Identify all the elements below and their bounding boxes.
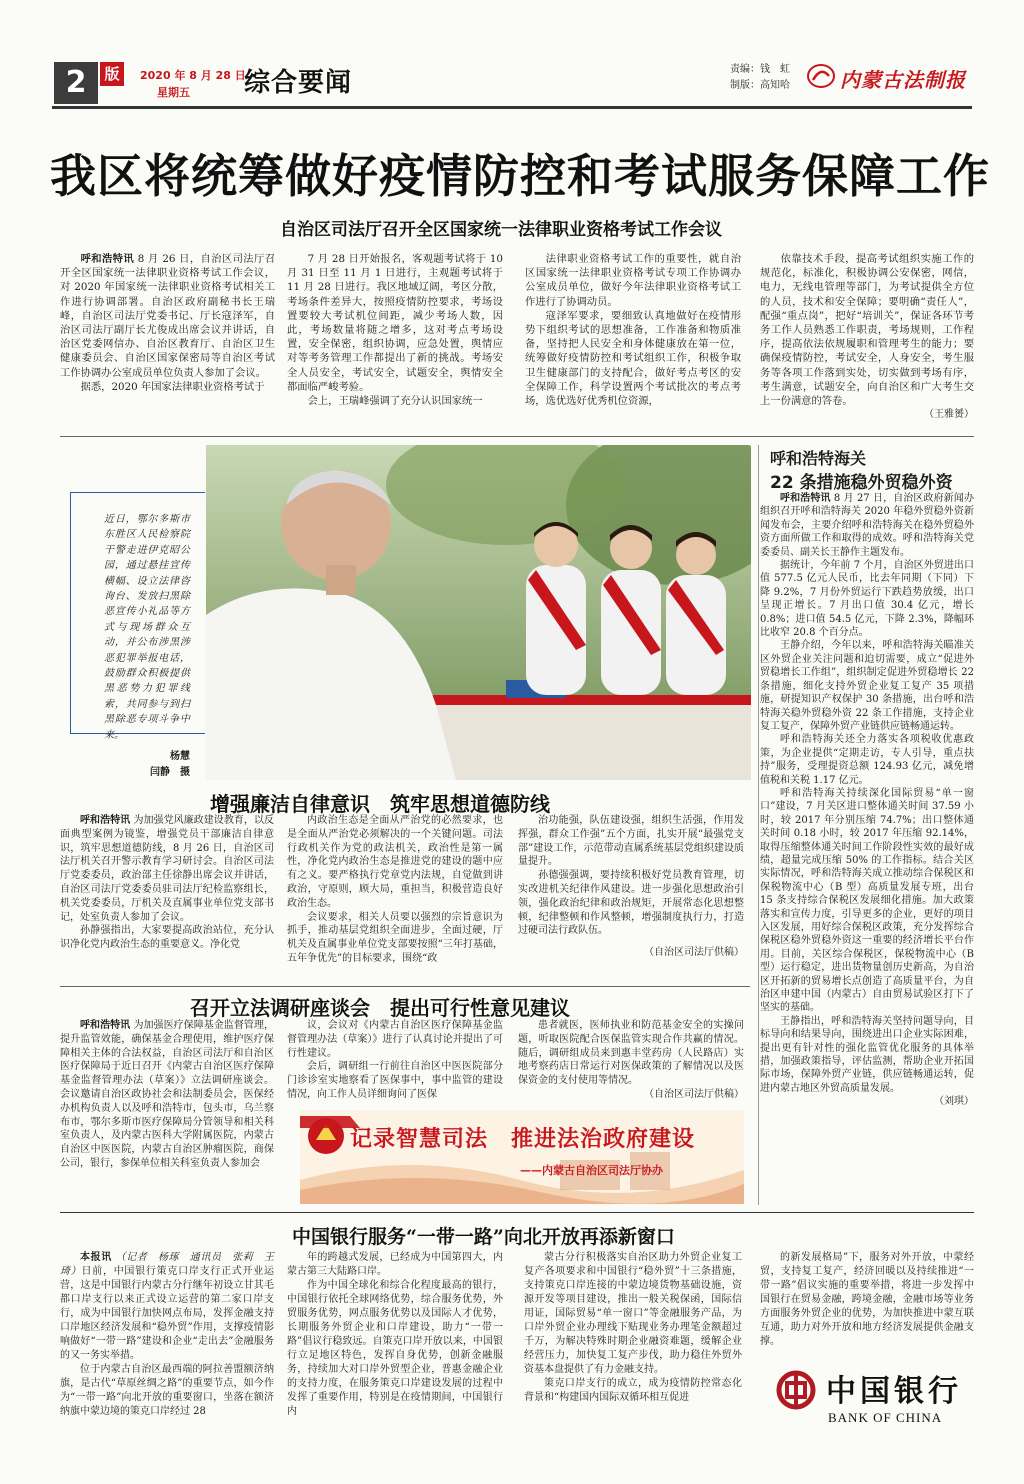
lead-bottom-rule: [60, 436, 974, 437]
section-name: 综合要闻: [244, 68, 353, 98]
legislation-col2b-text: 会后，调研组一行前往自治区中医医院部分门诊诊室实地察看了医保事中，事中监管的建设情况，向工作人员详细询问了医保: [287, 1061, 503, 1100]
customs-p6: 王静指出，呼和浩特海关坚持问题导向，目标导向和结果导向，围绕进出口企业实际困难，提出更有针对性的强化监管优化服务的具体举措，加强政策指导，评估监测，帮助企业开拓国际市场，保障外贸产业链，供应链畅通运转，促进内蒙古地区外贸高质量发展。: [760, 1015, 974, 1094]
boc-col-4: [760, 1251, 974, 1349]
customs-p2: 据统计，今年前 7 个月，自治区外贸进出口值 577.5 亿元人民币，比去年同期（下同）下降 9.2%，7 月份外贸运行下跌趋势放缓，出口呈现正增长。7 月出口值 30.4 亿元，增长 0.8%；进口值 54.5 亿元，下降 2.3%，降幅环比收窄 20.8 个百分点。: [760, 560, 974, 639]
legislation-title: 召开立法调研座谈会 提出可行性意见建议: [190, 996, 570, 1020]
legislation-dateline: 呼和浩特讯: [80, 1020, 131, 1031]
newspaper-name: 内蒙古法制报: [840, 68, 966, 92]
bank-of-china-cn: 中国银行: [826, 1374, 962, 1409]
integrity-col1b-text: 孙静强指出，大家要提高政治站位，充分认识净化党内政治生态的重要意义。净化党: [60, 925, 274, 951]
integrity-col2b-text: 会议要求，相关人员要以强烈的宗旨意识为抓手，推动基层党组织全面进步，全面过硬，厅机关及直属事业单位党支部要按照“三年打基础，五年争优先”的目标要求，围绕“政: [287, 911, 503, 964]
issue-date: 2020 年 8 月 28 日: [140, 69, 246, 82]
banner-subtitle: ——内蒙古自治区司法厅协办: [520, 1164, 663, 1177]
producer-credit: 制版：高知哈: [730, 80, 790, 91]
boc-col3b-text: 策克口岸支行的成立，成为疫情防控常态化背景和“构建国内国际双循环相互促进: [524, 1378, 742, 1403]
lead-col-4: [760, 252, 974, 422]
integrity-col3-text: 治功能强，队伍建设强，组织生活强，作用发挥强，群众工作强”五个方面，扎实开展“最强党支部”建设工作，示范带动直属系统基层党组织建设质量提升。: [518, 815, 744, 868]
customs-p3: 王静介绍，今年以来，呼和浩特海关瞄准关区外贸企业关注问题和迫切需要，成立“促进外贸稳增长工作组”，组织制定促进外贸稳增长 22 条措施，细化支持外贸企业复工复产 35 项措施，研提知识产权保护 30 条措施，出台呼和浩特海关稳外贸稳外资 22 条工作措施，支持企业复工复产，保障外贸产业链供应链畅通运转。: [760, 640, 974, 732]
boc-col2b-text: 作为中国全球化和综合化程度最高的银行，中国银行依托全球网络优势，综合服务优势，外贸服务优势，网点服务优势以及国际人才优势，长期服务外贸企业和口岸建设，助力“一带一路”倡议行稳致远。自策克口岸开放以来，中国银行立足地区特色，发挥自身优势，创新金融服务，持续加大对口岸外贸型企业，普惠金融企业的支持力度，在服务策克口岸建设发展的过程中发挥了重要作用，特别是在疫情期间，中国银行内: [287, 1280, 503, 1417]
news-photo: [206, 445, 751, 780]
boc-title: 中国银行服务“一带一路”向北开放再添新窗口: [292, 1226, 675, 1248]
boc-col1-text: 日前，中国银行策克口岸支行正式开业运营，这是中国银行内蒙古分行继年初设立甘其毛都口岸支行以来正式设立运营的第二家口岸支行，成为中国银行加快网点布局，发挥金融支持口岸地区经济发展和“稳外贸”作用，支撑疫情影响做好“一带一路”建设和企业“走出去”金融服务的又一务实举措。: [60, 1266, 275, 1361]
lead-col2-body2: 会上，王瑞峰强调了充分认识国家统一: [307, 395, 483, 408]
customs-p5: 呼和浩特海关持续深化国际贸易“单一窗口”建设，7 月关区进口整体通关时间 37.59 小时，较 2017 年分别压缩 74.7%；出口整体通关时间 0.18 小时，较 2017 年压缩 92.14%，取得压缩整体通关时间工作阶段性实效的最好成绩，超量完成压缩 50% 的工作指标。结合关区实际情况，呼和浩特海关成立推动综合保税区和保税物流中心（B 型）高质量发展专班，出台 15 条支持综合保税区发展细化措施。加大政策落实和宣传力度，引导更多的企业，更好的项目入区发展，用好综合保税区政策，充分发挥综合保税区稳外贸稳外资这一重要的经济增长平台作用。目前，关区综合保税区，保税物流中心（B 型）运行稳定，进出货物量创历史新高，为自治区开拓新的贸易增长点创造了高质量平台，为自治区申建中国（内蒙古）自由贸易试验区打下了坚实的基础。: [760, 787, 974, 1014]
boc-col4-text: 的新发展格局”下，服务对外开放，中蒙经贸，支持复工复产，经济回暖以及持续推进“一带一路”倡议实施的重要举措，将进一步发挥中国银行在贸易金融，跨境金融，金融市场等业务方面服务外贸企业的优势，为加快推进中蒙互联互通，助力对外开放和地方经济发展提供金融支撑。: [760, 1252, 974, 1347]
integrity-col3b-text: 孙德强强调，要持续积极好党员教育管理，切实改进机关纪律作风建设。进一步强化思想政治引领，强化政治纪律和政治规矩，开展常态化思想整顿，纪律整顿和作风整顿，增强制度执行力，打造过硬司法行政队伍。: [518, 870, 744, 937]
page-label-ban: 版: [100, 62, 124, 86]
page-number: 2: [54, 62, 98, 104]
lead-col1-body1: 8 月 26 日，自治区司法厅召开全区国家统一法律职业资格考试工作会议，对 2020 年国家统一法律职业资格考试相关工作进行协调部署。自治区政府副秘书长王瑞峰，自治区司法厅党委书记、厅长寇泽军，自治区司法厅副厅长尤俊成出席会议并讲话，自治区党委网信办、自治区教育厅、自治区卫生健康委员会、自治区国家保密局等自治区考试工作协调办公室成员单位负责人参加了会议。: [60, 253, 275, 379]
lead-col3-body2: 寇泽军要求，要细致认真地做好在疫情形势下组织考试的思想准备，工作准备和物质准备，坚持把人民安全和身体健康放在第一位，统筹做好疫情防控和考试组织工作，积极争取卫生健康部门的支持配合，做好考点考区的安全保障工作，科学设置两个考试批次的考点考场，选优选好优秀机位资源，: [525, 309, 741, 408]
customs-p1: 8 月 27 日，自治区政府新闻办组织召开呼和浩特海关 2020 年稳外贸稳外资新闻发布会，主要介绍呼和浩特海关在稳外贸稳外资方面所做工作和取得的成效。呼和浩特海关党委委员、副关长王静作主题发布。: [760, 493, 974, 558]
lead-col2-body1: 7 月 28 日开始报名，客观题考试将于 10 月 31 日至 11 月 1 日进行，主观题考试将于 11 月 28 日进行。我区地域辽阔，考区分散，考场条件差异大，按照疫情防控要求，考场设置要较大考试机位间距，减少考场人数，因此，考场数量将随之增多，这对考点考场设置，安全保密，组织协调，应急处置，舆情应对等考务管理工作都提出了新的挑战。考场安全人员安全，考试安全，试题安全，舆情安全都面临严峻考验。: [287, 253, 503, 393]
photo-credit-2: 闫静 摄: [150, 766, 190, 778]
boc-col3-text: 蒙古分行积极落实自治区助力外贸企业复工复产各项要求和中国银行“稳外贸”十三条措施，支持策克口岸连接的中蒙边境货物基础设施，资源开发等项目建设，推出一般关税保函，国际信用证，国际贸易“单一窗口”等金融服务产品，为口岸外贸企业办理线下贴现业务办理笔金额超过千万，为解决特殊时期企业融资难题，缓解企业经营压力，加快复工复产步伐，助力稳住外贸外资基本盘提供了有力金融支持。: [524, 1252, 742, 1375]
lead-col1-body2: 据悉，2020 年国家法律职业资格考试于: [80, 380, 265, 393]
customs-signature: （刘琪）: [934, 1096, 974, 1108]
lead-col-1: [60, 252, 275, 394]
integrity-col-2: [287, 814, 503, 966]
legislation-col-2: [287, 1019, 503, 1102]
legislation-col-3: [518, 1019, 744, 1102]
lead-col-3: [525, 252, 741, 408]
integrity-title: 增强廉洁自律意识 筑牢思想道德防线: [210, 792, 550, 816]
customs-body: [760, 492, 974, 1109]
bank-of-china-logo-icon: [776, 1370, 816, 1410]
right-column-divider: [758, 445, 759, 1205]
boc-col-2: [287, 1251, 503, 1419]
boc-col-3: [524, 1251, 742, 1405]
integrity-col-3: [518, 814, 744, 960]
editor-credit: 责编：钱 虹: [730, 64, 790, 75]
photo-credit-1: 杨慧: [170, 751, 190, 763]
legislation-col2-text: 议，会议对《内蒙古自治区医疗保障基金监督管理办法（草案）》进行了认真讨论并提出了可行性建议。: [287, 1020, 503, 1059]
banner-title: 记录智慧司法 推进法治政府建设: [350, 1127, 696, 1152]
integrity-col2-text: 内政治生态是全面从严治党的必然要求，也是全面从严治党必须解决的一个关键问题。司法行政机关作为党的政法机关，政治性是第一属性，净化党内政治生态是推进党的建设的题中应有之义。要严格执行党章党内法规，自觉做到讲政治，守原则，顾大局，重担当，积极营造良好政治生态。: [287, 815, 503, 909]
customs-title-2: 22 条措施稳外贸稳外资: [770, 473, 953, 493]
legislation-col-1: [60, 1019, 274, 1171]
lead-signature: （王雅赟）: [924, 409, 974, 421]
customs-title-1: 呼和浩特海关: [770, 449, 867, 468]
lead-headline: 我区将统筹做好疫情防控和考试服务保障工作: [50, 149, 990, 203]
lead-subheadline: 自治区司法厅召开全区国家统一法律职业资格考试工作会议: [280, 220, 722, 240]
lead-col-2: [287, 252, 503, 408]
staff-credits: [730, 62, 790, 94]
customs-p4: 呼和浩特海关还全力落实各项税收优惠政策，为企业提供“定期走访，专人引导，重点扶持”服务，受理提资总额 124.93 亿元，减免增值税和关税 1.17 亿元。: [760, 734, 974, 786]
masthead-rule: [52, 106, 972, 109]
lead-dateline: 呼和浩特讯: [80, 253, 135, 265]
boc-col1b-text: 位于内蒙古自治区最西端的阿拉善盟额济纳旗，是古代“草原丝绸之路”的重要节点，如今作为“一带一路”向北开放的重要窗口，坐落在额济纳旗中蒙边境的策克口岸经过 28: [60, 1364, 274, 1417]
lead-col4-body1: 依靠技术手段，提高考试组织实施工作的规范化，标准化，积极协调公安保密，网信，电力，无线电管理等部门，为考试提供全方位的人员，技术和安全保障；要明确“责任人”，配强“重点岗”，把好“培训关”，保证各环节考务工作人员熟悉工作职责，考场规则，工作程序，提高依法依规履职和管理考生的能力；要确保疫情防控，考试安全，人身安全，考生服务等各项工作落到实处，切实做到考场有序，考生满意，试题安全，向自治区和广大考生交上一份满意的答卷。: [760, 253, 974, 408]
integrity-signature: （自治区司法厅供稿）: [644, 947, 744, 959]
boc-col-1: [60, 1251, 274, 1419]
photo-caption: [104, 512, 190, 780]
legislation-col3-text: 患者就医，医师执业和防范基金安全的实操问题，听取医院配合医保监管实现合作共赢的情况。随后，调研组成员来到惠丰堂药房（人民路店）实地考察药店日常运行对医保政策的了解情况以及医保资金的支付使用等情况。: [518, 1020, 744, 1087]
boc-col2-text: 年的跨越式发展，已经成为中国第四大，内蒙古第三大陆路口岸。: [287, 1252, 503, 1277]
boc-top-rule: [60, 1212, 974, 1213]
customs-dateline: 呼和浩特讯: [780, 493, 831, 504]
integrity-col-1: [60, 814, 274, 952]
legislation-signature: （自治区司法厅供稿）: [644, 1088, 744, 1100]
integrity-col1-text: 为加强党风廉政建设教育，以反面典型案例为镜鉴，增强党员干部廉洁自律意识，筑牢思想道德防线，8 月 26 日，自治区司法厅机关召开警示教育学习研讨会。自治区司法厅党委委员，政治部主任徐静出席会议并讲话，自治区司法厅党委委员驻司法厅纪检监察组长，机关党委委员，厅机关及直属事业单位党支部书记，处室负责人参加了会议。: [60, 815, 275, 923]
integrity-bottom-rule: [60, 986, 750, 987]
boc-byline: 本报讯: [80, 1252, 112, 1263]
boc-byline-detail: （记者 杨琢 通讯员 张莉 王琦）: [60, 1252, 275, 1277]
legislation-col1-text: 为加强医疗保障基金监督管理，提升监管效能，确保基金合理使用，维护医疗保障相关主体的合法权益，自治区司法厅和自治区医疗保障局于近日召开《内蒙古自治区医疗保障基金监督管理办法（草案）》立法调研座谈会。会议邀请自治区政协社会和法制委员会，医保经办机构负责人以及呼和浩特市，包头市，乌兰察布市，鄂尔多斯市医疗保障局分管领导和相关科室负责人，及内蒙古医科大学附属医院，内蒙古自治区中医医院，内蒙古自治区肿瘤医院，商保公司，银行，参保单位相关科室负责人参加会: [60, 1020, 275, 1169]
bank-of-china-en: BANK OF CHINA: [828, 1410, 943, 1425]
photo-caption-text: 近日，鄂尔多斯市东胜区人民检察院干警走进伊克昭公园，通过悬挂宣传横幅、设立法律咨询台、发放扫黑除恶宣传小礼品等方式与现场群众互动，并公布涉黑涉恶犯罪举报电话，鼓励群众积极提供黑恶势力犯罪线索，共同参与到扫黑除恶专项斗争中来。: [104, 514, 190, 741]
integrity-dateline: 呼和浩特讯: [80, 815, 131, 826]
lead-col3-body1: 法律职业资格考试工作的重要性，就自治区国家统一法律职业资格考试专项工作协调办公室成员单位，做好今年法律职业资格考试工作进行了协调动员。: [525, 253, 741, 308]
issue-weekday: 星期五: [157, 86, 190, 99]
